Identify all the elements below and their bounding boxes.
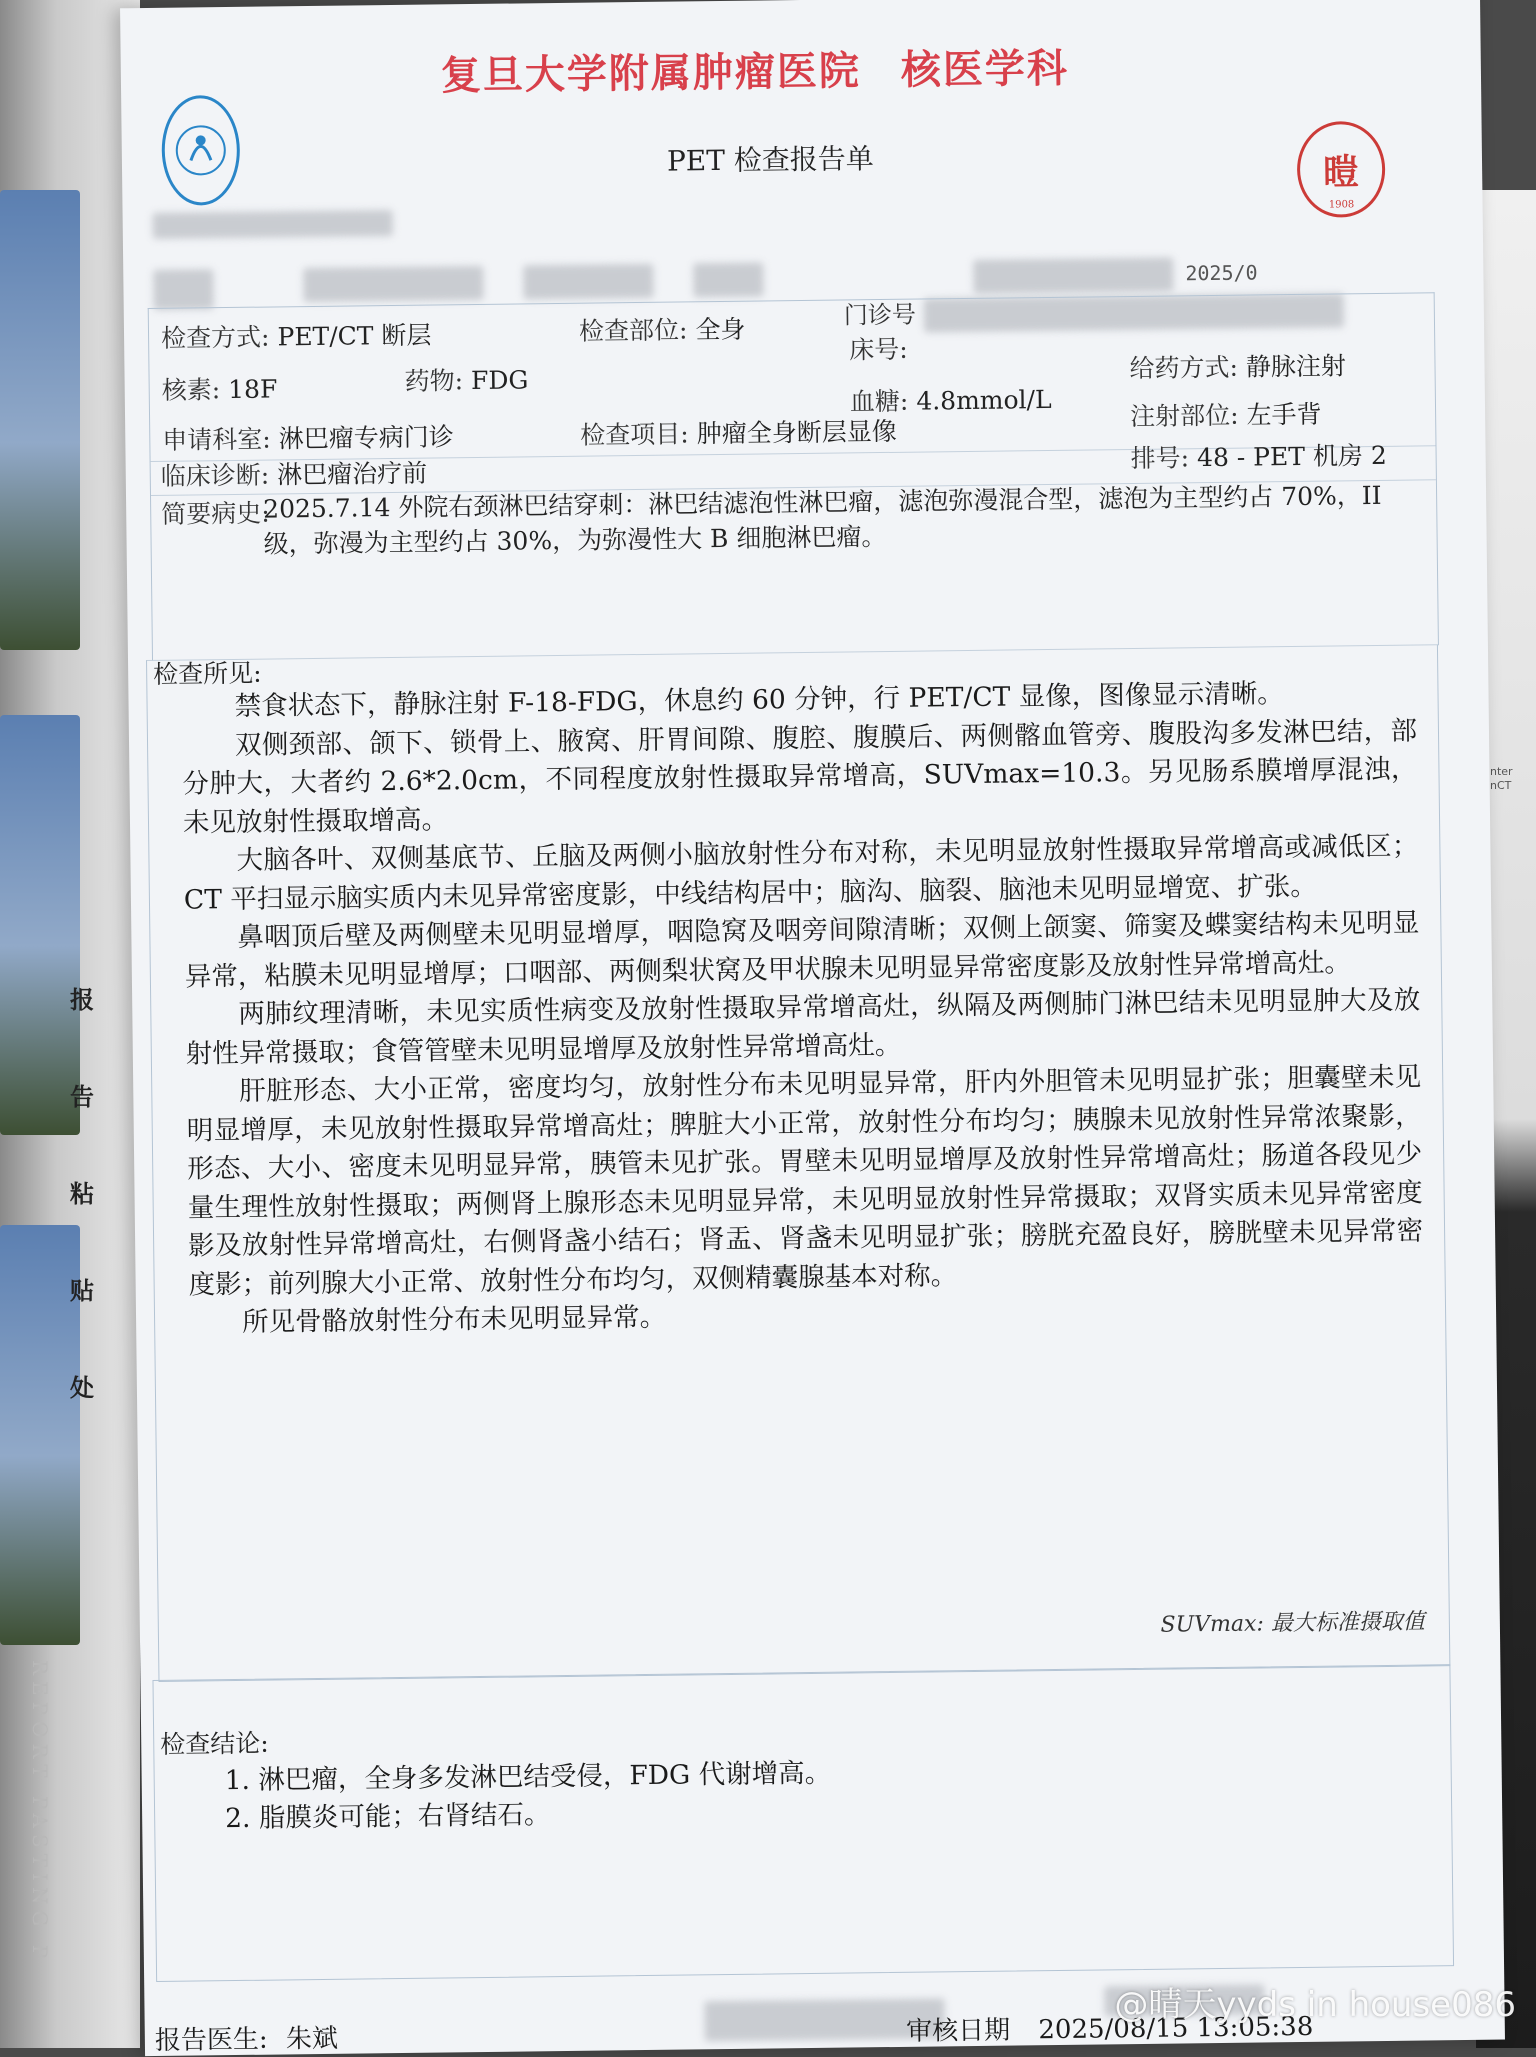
hospital-title: 复旦大学附属肿瘤医院 <box>441 47 862 99</box>
field-label: 排号: <box>1130 443 1189 473</box>
spine-char: 告 <box>70 1077 94 1112</box>
findings-paragraph: 大脑各叶、双侧基底节、丘脑及两侧小脑放射性分布对称，未见明显放射性摄取异常增高或减低区；CT 平扫显示脑实质内未见异常密度影，中线结构居中；脑沟、脑裂、脑池未见明显增宽、扩张。 <box>183 828 1419 920</box>
outpatient-number-label: 门诊号 <box>844 295 916 331</box>
conclusion-item: 1. 淋巴瘤，全身多发淋巴结受侵，FDG 代谢增高。 <box>174 1755 831 1801</box>
spine-char: 报 <box>70 980 94 1015</box>
field-label: 检查部位: <box>579 315 688 345</box>
binder-strip-text: REPORT PASTING P <box>28 1660 52 1964</box>
field-label: 核素: <box>162 375 221 405</box>
hospital-emblem-icon <box>172 110 229 191</box>
suvmax-footnote: SUVmax: 最大标准摄取值 <box>1160 1604 1425 1638</box>
doctor-name: 朱斌 <box>286 2024 338 2055</box>
findings-text <box>181 674 1424 1344</box>
fudan-seal-icon <box>1297 121 1386 218</box>
report-title: PET 检查报告单 <box>667 137 874 180</box>
redacted-block <box>973 257 1173 293</box>
findings-paragraph: 鼻咽顶后壁及两侧壁未见明显增厚，咽隐窝及咽旁间隙清晰；双侧上颌窦、筛窦及蝶窦结构未见明显异常，粘膜未见明显增厚；口咽部、两侧梨状窝及甲状腺未见明显异常密度影及放射性异常增高灶。 <box>184 905 1420 997</box>
findings-label: 检查所见: <box>153 654 262 691</box>
watermark: @晴天yyds in house086 <box>1114 1977 1516 2026</box>
diagnosis-field <box>161 454 428 493</box>
queue-field <box>1130 436 1387 475</box>
spine-char: 贴 <box>70 1271 94 1306</box>
conclusion-section <box>152 1664 1454 1982</box>
seal-glyph: 暟 <box>1323 144 1360 195</box>
field-label: 注射部位: <box>1130 401 1239 431</box>
redacted-block <box>153 210 393 239</box>
right-edge-text: nter nCT <box>1490 765 1530 793</box>
field-label: 药物: <box>404 366 463 396</box>
field-value: 淋巴瘤治疗前 <box>277 459 427 490</box>
conclusion-label: 检查结论: <box>160 1724 269 1761</box>
findings-paragraph: 肝脏形态、大小正常，密度均匀，放射性分布未见明显异常，肝内外胆管未见明显扩张；胆囊壁未见明显增厚，未见放射性摄取异常增高灶；脾脏大小正常，放射性分布均匀；胰腺未见放射性异常浓聚影，形态、大小、密度未见明显异常，胰管未见扩张。胃壁未见明显增厚及放射性异常增高灶；肠道各段见少量生理性放射性摄取；两侧肾上腺形态未见明显异常，未见明显放射性异常摄取；双肾实质未见异常密度影及放射性异常增高灶，右侧肾盏小结石；肾盂、肾盏未见明显扩张；膀胱充盈良好，膀胱壁未见异常密度影；前列腺大小正常、放射性分布均匀，双侧精囊腺基本对称。 <box>186 1058 1424 1304</box>
spine-char: 处 <box>70 1368 94 1403</box>
hospital-logo-icon <box>161 95 240 206</box>
field-value: 48 - PET 机房 2 <box>1197 441 1387 472</box>
spine-char: 粘 <box>70 1174 94 1209</box>
redacted-block <box>153 269 213 310</box>
redacted-block <box>693 262 763 297</box>
route-field <box>1129 346 1346 385</box>
site-field <box>1130 395 1322 433</box>
binder-left-page <box>0 0 140 2048</box>
field-label: 简要病史: <box>161 499 270 529</box>
redacted-block <box>303 266 483 302</box>
report-sheet <box>120 0 1505 2056</box>
exam-info-section <box>148 292 1439 661</box>
field-label: 血糖: <box>850 387 909 417</box>
field-value: 18F <box>228 374 278 404</box>
field-value: 静脉注射 <box>1246 351 1346 381</box>
field-label: 申请科室: <box>162 424 271 454</box>
bed-field <box>849 330 916 367</box>
review-date-label: 审核日期 <box>906 2016 1010 2047</box>
field-value: 4.8mmol/L <box>916 385 1052 416</box>
review-date: 2025/08/15 13:05:38 <box>1038 2012 1313 2045</box>
history-label <box>161 494 270 531</box>
nuclide-field <box>161 369 277 406</box>
field-value: 淋巴瘤专病门诊 <box>279 422 454 453</box>
drug-field <box>404 360 528 398</box>
field-value: FDG <box>471 365 529 395</box>
history-text: 2025.7.14 外院右颈淋巴结穿刺：淋巴结滤泡性淋巴瘤，滤泡弥漫混合型，滤泡为主型约占 70%，II 级，弥漫为主型约占 30%，为弥漫性大 B 细胞淋巴瘤。 <box>263 477 1424 561</box>
field-value: 肿瘤全身断层显像 <box>697 417 897 448</box>
department-title: 核医学科 <box>901 45 1070 94</box>
field-value: 左手背 <box>1246 400 1321 430</box>
field-label: 检查方式: <box>161 323 270 353</box>
conclusion-item: 2. 脂膜炎可能；右肾结石。 <box>175 1793 832 1839</box>
exam-part-field <box>579 310 746 348</box>
redacted-block <box>523 264 653 300</box>
field-label: 临床诊断: <box>161 461 270 491</box>
findings-section <box>146 644 1450 1682</box>
hospital-name <box>441 35 1222 102</box>
spine-label <box>62 980 102 1440</box>
findings-paragraph: 双侧颈部、颌下、锁骨上、腋窝、肝胃间隙、腹腔、腹膜后、两侧髂血管旁、腹股沟多发淋巴结，部分肿大，大者约 2.6*2.0cm，不同程度放射性摄取异常增高，SUVmax=10.3。另见肠系膜增厚混浊，未见放射性摄取增高。 <box>182 712 1418 843</box>
exam-method-field <box>161 316 432 355</box>
report-date-partial: 2025/0 <box>1185 260 1258 285</box>
field-value: 全身 <box>695 315 745 345</box>
request-dept-field <box>162 417 454 457</box>
doctor-label: 报告医生: <box>155 2025 268 2056</box>
findings-paragraph: 所见骨骼放射性分布未见明显异常。 <box>189 1289 1424 1343</box>
seal-year: 1908 <box>1329 199 1355 210</box>
building-photo <box>0 190 80 650</box>
field-label: 检查项目: <box>580 419 689 449</box>
findings-paragraph: 两肺纹理清晰，未见实质性病变及放射性摄取异常增高灶，纵隔及两侧肺门淋巴结未见明显肿大及放射性异常摄取；食管管壁未见明显增厚及放射性异常增高灶。 <box>185 981 1421 1073</box>
findings-paragraph: 禁食状态下，静脉注射 F-18-FDG，休息约 60 分钟，行 PET/CT 显像，图像显示清晰。 <box>181 674 1416 728</box>
field-value: PET/CT 断层 <box>277 321 431 352</box>
field-label: 床号: <box>849 335 908 365</box>
exam-item-field <box>580 412 897 452</box>
field-label: 给药方式: <box>1129 353 1238 383</box>
conclusion-text <box>174 1755 831 1839</box>
